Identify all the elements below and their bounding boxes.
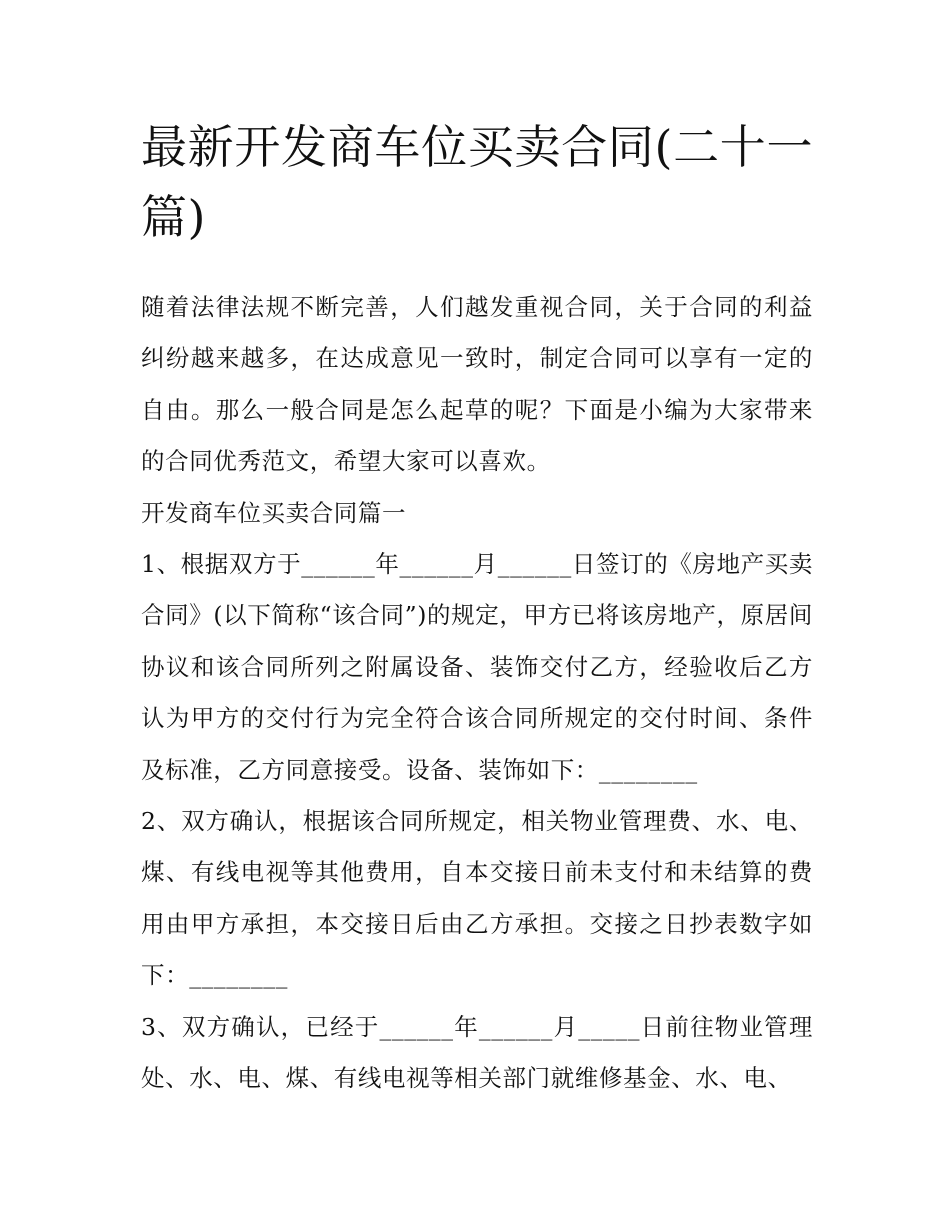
intro-paragraph: 随着法律法规不断完善，人们越发重视合同，关于合同的利益纠纷越来越多，在达成意见一致时，制定合同可以享有一定的自由。那么一般合同是怎么起草的呢？下面是小编为大家带来的合同优秀范文，希望大家可以喜欢。 bbox=[141, 293, 813, 476]
clause-1-paragraph: 1、根据双方于______年______月______日签订的《房地产买卖合同》(以下简称“该合同”)的规定，甲方已将该房地产，原居间协议和该合同所列之附属设备、装饰交付乙方，经验收后乙方认为甲方的交付行为完全符合该合同所规定的交付时间、条件及标准，乙方同意接受。设备、装饰如下：________ bbox=[141, 550, 813, 784]
document-content bbox=[141, 112, 813, 1105]
section-heading: 开发商车位买卖合同篇一 bbox=[141, 498, 407, 527]
document-body bbox=[141, 282, 813, 1105]
document-title: 最新开发商车位买卖合同(二十一篇) bbox=[141, 120, 813, 244]
clause-3-paragraph: 3、双方确认，已经于______年______月_____日前往物业管理处、水、电、煤、有线电视等相关部门就维修基金、水、电、 bbox=[141, 1012, 813, 1093]
clause-2-paragraph: 2、双方确认，根据该合同所规定，相关物业管理费、水、电、煤、有线电视等其他费用，自本交接日前未支付和未结算的费用由甲方承担，本交接日后由乙方承担。交接之日抄表数字如下：________ bbox=[141, 807, 813, 990]
